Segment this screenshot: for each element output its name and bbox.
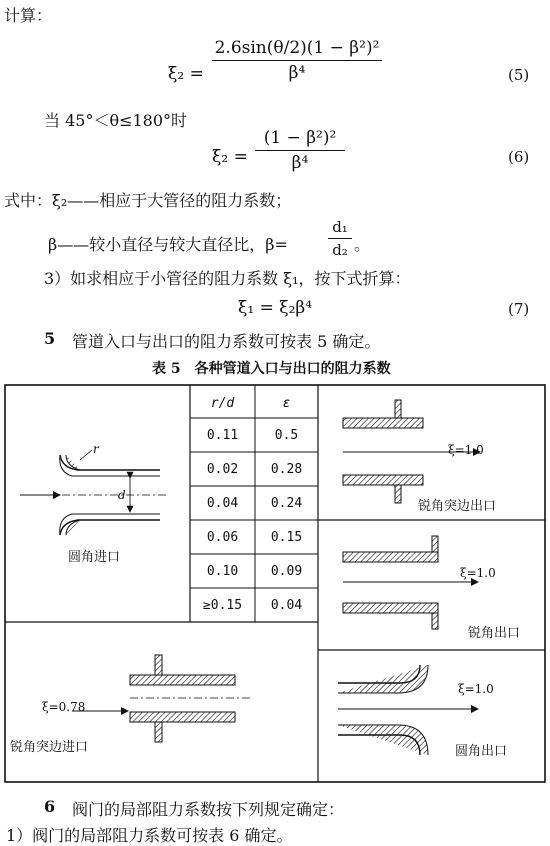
rounded-inlet-diagram <box>20 450 168 535</box>
r-mark: r <box>93 442 99 456</box>
eq6-lhs: ξ₂ = <box>212 147 248 167</box>
table-cell: 0.28 <box>270 462 303 477</box>
eq7: ξ₁ = ξ₂β⁴ <box>238 298 313 318</box>
table-cell: 0.10 <box>206 564 239 579</box>
table-caption: 表 5 各种管道入口与出口的阻力系数 <box>152 361 391 377</box>
header-epsilon: ε <box>282 396 291 411</box>
item-3: 3）如求相应于小管径的阻力系数 ξ₁，按下式折算： <box>44 269 411 288</box>
table-cell: 0.24 <box>270 496 303 511</box>
d-mark: d <box>118 488 126 502</box>
label-sharp-protruding-inlet: 锐角突边进口 <box>10 740 89 755</box>
table-cell: 0.04 <box>206 496 239 511</box>
beta-numerator: d₁ <box>332 218 348 236</box>
xi-outlet-b: ξ=1.0 <box>460 566 496 580</box>
label-sharp-outlet: 锐角出口 <box>468 626 521 641</box>
table-cell: 0.06 <box>206 530 239 545</box>
label-rounded-inlet: 圆角进口 <box>68 550 121 565</box>
table-cell: 0.02 <box>206 462 239 477</box>
xi-inlet: ξ=0.78 <box>42 700 86 714</box>
table-cell: 0.15 <box>270 530 303 545</box>
eq5-number: (5) <box>508 66 530 84</box>
eq5-lhs: ξ₂ = <box>168 64 204 84</box>
xi-outlet-a: ξ=1.0 <box>448 443 484 457</box>
table-cell: 0.04 <box>270 598 303 613</box>
section-6-text: 阀门的局部阻力系数按下列规定确定： <box>72 800 345 819</box>
header-rd: r/d <box>210 396 235 411</box>
table-cell: 0.09 <box>270 564 303 579</box>
table-cell: 0.11 <box>206 428 239 443</box>
eq6-denominator: β⁴ <box>291 153 309 173</box>
section-5-number: 5 <box>44 329 56 348</box>
sharp-outlet-diagram <box>343 536 478 629</box>
section-6-number: 6 <box>44 797 56 816</box>
definition-beta: β——较小直径与较大直径比，β= <box>48 235 288 254</box>
definition-period: 。 <box>354 235 371 254</box>
eq6-numerator: (1 − β²)² <box>263 128 337 148</box>
table-cell: ≥0.15 <box>202 598 243 613</box>
definition-xi2: 式中：ξ₂——相应于大管径的阻力系数； <box>4 191 292 210</box>
intro-text: 计算： <box>4 6 53 25</box>
table-cell: 0.5 <box>274 428 299 443</box>
xi-outlet-c: ξ=1.0 <box>458 682 494 696</box>
condition-text: 当 45°＜θ≤180°时 <box>44 111 188 130</box>
label-sharp-protruding-outlet: 锐角突边出口 <box>418 499 497 514</box>
sharp-protruding-inlet-diagram <box>72 655 250 742</box>
eq5-denominator: β⁴ <box>288 63 306 83</box>
eq7-number: (7) <box>508 300 530 318</box>
eq6-number: (6) <box>508 148 530 166</box>
eq5-numerator: 2.6sin(θ/2)(1 − β²)² <box>214 38 380 58</box>
item-1: 1）阀门的局部阻力系数可按表 6 确定。 <box>6 826 293 845</box>
beta-denominator: d₂ <box>332 241 348 259</box>
label-rounded-outlet: 圆角出口 <box>455 744 508 759</box>
section-5-text: 管道入口与出口的阻力系数可按表 5 确定。 <box>72 332 381 351</box>
